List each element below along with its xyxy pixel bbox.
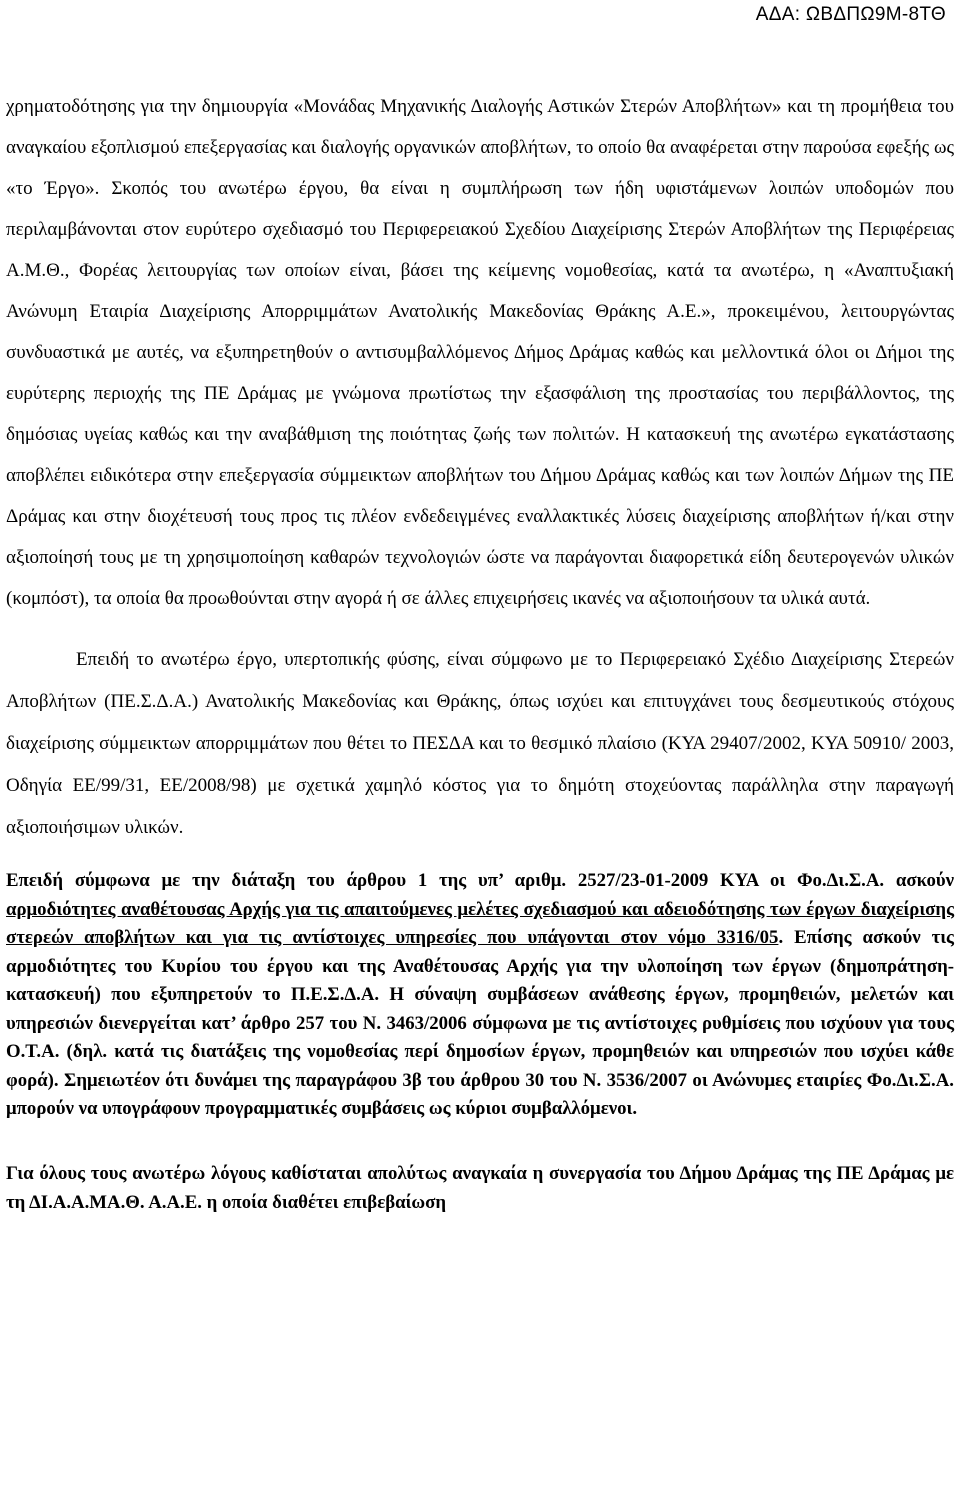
paragraph-3-tail: . Επίσης ασκούν τις αρμοδιότητες του Κυρίου του έργου και της Αναθέτουσας Αρχής για την υλοποίηση των έργων (δημοπράτηση-κατασκευή) που εξυπηρετούν το Π.Ε.Σ.Δ.Α. Η σύναψη συμβάσεων ανάθεσης έργων, προμηθειών, μελετών και υπηρεσιών διενεργείται κατ’ άρθρο 257 του Ν. 3463/2006 σύμφωνα με τις αντίστοιχες ρυθμίσεις που ισχύουν για τους Ο.Τ.Α. (δηλ. κατά τις διατάξεις της νομοθεσίας περί δημοσίων έργων, προμηθειών και υπηρεσιών που ισχύει κάθε φορά). Σημειωτέον ότι δυνάμει της παραγράφου 3β του άρθρου 30 του Ν. 3536/2007 οι Ανώνυμες εταιρίες Φο.Δι.Σ.Α. μπορούν να υπογράφουν προγραμματικές συμβάσεις ως κύριοι συμβαλλόμενοι. — [6, 927, 954, 1119]
body-paragraph-4-bold: Για όλους τους ανωτέρω λόγους καθίσταται απολύτως αναγκαία η συνεργασία του Δήμου Δράμας της ΠΕ Δράμας με τη ΔΙ.Α.Α.ΜΑ.Θ. Α.Α.Ε. η οποία διαθέτει επιβεβαίωση — [6, 1162, 954, 1213]
paragraph-3-lead: Επειδή σύμφωνα με την διάταξη του άρθρου 1 της υπ’ αριθμ. 2527/23-01-2009 ΚΥΑ οι Φο.Δι.Σ.Α. ασκούν — [6, 870, 954, 891]
paragraph-3-underlined: αρμοδιότητες αναθέτουσας Αρχής για τις απαιτούμενες μελέτες σχεδιασμού και αδειοδότησης των έργων διαχείρισης στερεών αποβλήτων και για τις αντίστοιχες υπηρεσίες που υπάγονται στον νόμο 3316/05 — [6, 898, 954, 948]
body-paragraph-3-bold — [6, 867, 954, 1124]
document-body — [6, 86, 954, 1217]
ada-code-header: ΑΔΑ: ΩΒΔΠΩ9Μ-8ΤΘ — [755, 4, 946, 25]
body-paragraph-1: χρηματοδότησης για την δημιουργία «Μονάδας Μηχανικής Διαλογής Αστικών Στερών Αποβλήτων» και τη προμήθεια του αναγκαίου εξοπλισμού επεξεργασίας και διαλογής οργανικών αποβλήτων, το οποίο θα αναφέρεται στην παρούσα εφεξής ως «το Έργο». Σκοπός του ανωτέρω έργου, θα είναι η συμπλήρωση των ήδη υφιστάμενων λοιπών υποδομών που περιλαμβάνονται στον ευρύτερο σχεδιασμό του Περιφερειακού Σχεδίου Διαχείρισης Στερών Αποβλήτων της Περιφέρειας Α.Μ.Θ., Φορέας λειτουργίας των οποίων είναι, βάσει της κείμενης νομοθεσίας, κατά τα ανωτέρω, η «Αναπτυξιακή Ανώνυμη Εταιρία Διαχείρισης Απορριμμάτων Ανατολικής Μακεδονίας Θράκης Α.Ε.», προκειμένου, λειτουργώντας συνδυαστικά με αυτές, να εξυπηρετηθούν ο αντισυμβαλλόμενος Δήμος Δράμας καθώς και μελλοντικά όλοι οι Δήμοι της ευρύτερης περιοχής της ΠΕ Δράμας με γνώμονα πρωτίστως την εξασφάλιση της προστασίας του περιβάλλοντος, της δημόσιας υγείας καθώς και την αναβάθμιση της ποιότητας ζωής των πολιτών. Η κατασκευή της ανωτέρω εγκατάστασης αποβλέπει ειδικότερα στην επεξεργασία σύμμεικτων αποβλήτων του Δήμου Δράμας καθώς και των λοιπών Δήμων της ΠΕ Δράμας και στην διοχέτευσή τους προς τις πλέον ενδεδειγμένες εναλλακτικές λύσεις διαχείρισης αποβλήτων ή/και στην αξιοποίησή τους με τη χρησιμοποίηση καθαρών τεχνολογιών ώστε να παράγονται διαφορετικά είδη δευτερογενών υλικών (κομπόστ), τα οποία θα προωθούνται στην αγορά ή σε άλλες επιχειρήσεις ικανές να αξιοποιήσουν τα υλικά αυτά. — [6, 96, 954, 609]
body-paragraph-2: Επειδή το ανωτέρω έργο, υπερτοπικής φύσης, είναι σύμφωνο με το Περιφερειακό Σχέδιο Διαχείρισης Στερεών Αποβλήτων (ΠΕ.Σ.Δ.Α.) Ανατολικής Μακεδονίας και Θράκης, όπως ισχύει και επιτυγχάνει τους δεσμευτικούς στόχους διαχείρισης σύμμεικτων απορριμμάτων που θέτει το ΠΕΣΔΑ και το θεσμικό πλαίσιο (ΚΥΑ 29407/2002, ΚΥΑ 50910/ 2003, Οδηγία ΕΕ/99/31, ΕΕ/2008/98) με σχετικά χαμηλό κόστος για το δημότη στοχεύοντας παράλληλα στην παραγωγή αξιοποιήσιμων υλικών. — [6, 649, 954, 838]
